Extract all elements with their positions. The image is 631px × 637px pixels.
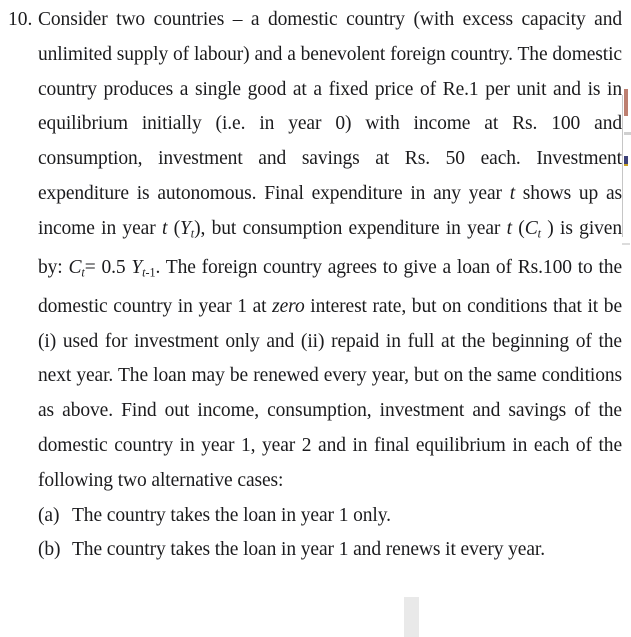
text-run: = 0.5 (84, 256, 132, 278)
math-sub-t: t (81, 265, 85, 280)
page-edge-line (622, 95, 623, 237)
text-run: Consider two countries – a domestic country (with excess capacity and unlimited supply of labour) and a benevolent foreign country. The domestic country produces a single good at a fixed price of Re.1 per unit and is in equilibrium initially (i.e. in year 0) with income at Rs. 100 and consumption, investment and savings at Rs. 50 each. Investment expenditure is autonomous. Final expenditure in any year (38, 9, 622, 204)
text-run: ) is given by: (38, 217, 622, 278)
math-var-t: t (509, 182, 516, 204)
option-a-label: (a) (38, 504, 60, 526)
text-run: ), but consumption expenditure in year (194, 217, 507, 239)
problem-text (38, 3, 622, 499)
text-run: . The foreign country agrees to give a loan of Rs.100 to the domestic country in year 1 at (38, 256, 623, 317)
option-b-text: The country takes the loan in year 1 and renews it every year. (72, 539, 545, 561)
text-run: ( (167, 217, 180, 239)
scrollbar-thumb-fragment[interactable] (404, 597, 419, 637)
problem-content (38, 3, 622, 568)
edge-tick (624, 132, 631, 135)
edge-tick (622, 243, 630, 245)
edge-mark (624, 156, 628, 166)
math-var-C: C (524, 217, 538, 239)
math-sub-t: t (190, 226, 195, 241)
math-sub-t: t (537, 226, 541, 241)
text-run: shows up as income in year (38, 182, 622, 239)
text-run: ( (511, 217, 525, 239)
math-var-Y: Y (180, 217, 191, 239)
math-var-C: C (68, 256, 82, 278)
text-run: interest rate, but on conditions that it be (i) used for investment only and (ii) repaid in full at the beginning of the next year. The loan may be renewed every year, but on the same conditions as above. Find out income, consumption, investment and savings of the domestic country in year 1, year 2 and in final equilibrium in each of the following two alternative cases: (38, 295, 622, 491)
math-sub-minus-1: -1 (145, 265, 156, 280)
edge-annotation-highlight (624, 89, 628, 116)
math-var-t: t (161, 217, 168, 239)
option-a (38, 499, 622, 534)
math-var-Y: Y (131, 256, 143, 278)
math-var-t: t (506, 217, 512, 239)
emphasis-zero: zero (272, 295, 305, 317)
problem-number: 10. (8, 9, 33, 30)
math-sub-t: t (142, 265, 146, 280)
option-a-text: The country takes the loan in year 1 only. (72, 504, 391, 526)
option-b-label: (b) (38, 539, 61, 561)
option-b (38, 533, 622, 568)
